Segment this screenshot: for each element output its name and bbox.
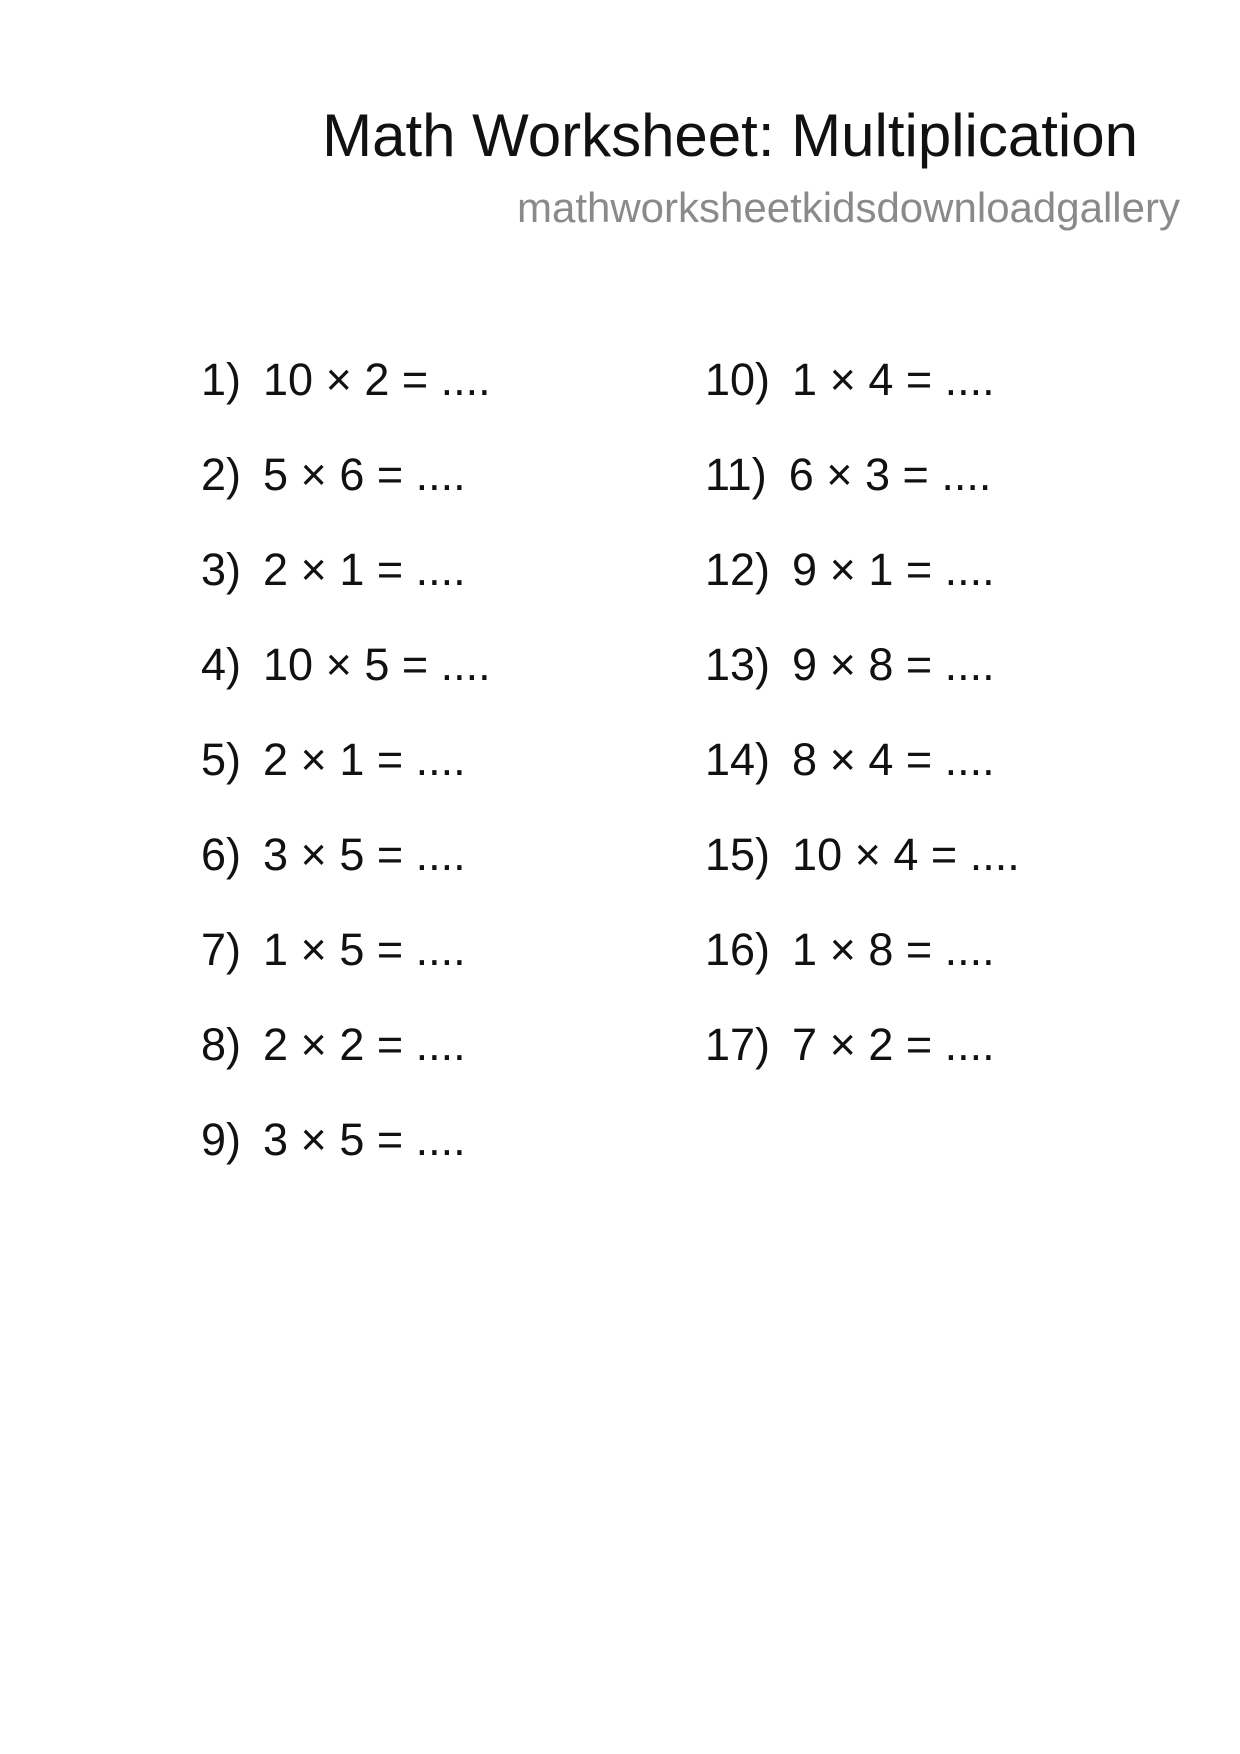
problem-number: 7) <box>201 924 242 975</box>
problem-9 <box>201 1110 491 1205</box>
worksheet-subtitle: mathworksheetkidsdownloadgallery <box>516 184 1180 231</box>
problem-expression: 8 × 4 = .... <box>792 734 995 785</box>
problem-expression: 6 × 3 = .... <box>788 449 992 500</box>
problem-expression: 2 × 1 = .... <box>263 544 466 595</box>
problem-number: 6) <box>201 829 242 880</box>
problem-expression: 2 × 2 = .... <box>263 1019 466 1070</box>
problem-4 <box>201 635 491 730</box>
problem-expression: 9 × 1 = .... <box>792 544 995 595</box>
worksheet-title: Math Worksheet: Multiplication <box>322 102 1138 169</box>
problem-expression: 3 × 5 = .... <box>263 829 466 880</box>
problem-14 <box>705 730 1020 825</box>
problem-expression: 7 × 2 = .... <box>792 1019 995 1070</box>
problem-number: 15) <box>705 829 771 880</box>
problem-expression: 1 × 5 = .... <box>263 924 466 975</box>
problem-expression: 9 × 8 = .... <box>792 639 995 690</box>
problem-number: 2) <box>201 449 242 500</box>
problem-number: 4) <box>201 639 242 690</box>
problem-expression: 1 × 8 = .... <box>792 924 995 975</box>
problem-expression: 10 × 5 = .... <box>263 639 491 690</box>
problem-number: 12) <box>705 544 771 595</box>
problem-10 <box>705 350 1020 445</box>
problem-3 <box>201 540 491 635</box>
problem-7 <box>201 920 491 1015</box>
problem-number: 16) <box>705 924 771 975</box>
problem-expression: 10 × 2 = .... <box>263 354 491 405</box>
problem-expression: 10 × 4 = .... <box>792 829 1020 880</box>
problem-expression: 3 × 5 = .... <box>263 1114 466 1165</box>
problem-expression: 1 × 4 = .... <box>792 354 995 405</box>
problem-number: 10) <box>705 354 771 405</box>
problem-number: 3) <box>201 544 242 595</box>
problem-17 <box>705 1015 1020 1110</box>
problem-number: 17) <box>705 1019 771 1070</box>
problem-13 <box>705 635 1020 730</box>
problem-8 <box>201 1015 491 1110</box>
problem-15 <box>705 825 1020 920</box>
problem-number: 11) <box>705 449 767 500</box>
problem-number: 1) <box>201 354 242 405</box>
problem-expression: 5 × 6 = .... <box>263 449 466 500</box>
problems-column-right <box>705 350 1020 1110</box>
problem-5 <box>201 730 491 825</box>
problem-number: 8) <box>201 1019 242 1070</box>
problem-2 <box>201 445 491 540</box>
problem-11 <box>705 445 1020 540</box>
problem-1 <box>201 350 491 445</box>
problem-16 <box>705 920 1020 1015</box>
problem-number: 9) <box>201 1114 242 1165</box>
problem-number: 5) <box>201 734 242 785</box>
problem-number: 13) <box>705 639 771 690</box>
problem-6 <box>201 825 491 920</box>
problem-12 <box>705 540 1020 635</box>
problem-expression: 2 × 1 = .... <box>263 734 466 785</box>
problems-column-left <box>201 350 491 1205</box>
problem-number: 14) <box>705 734 771 785</box>
